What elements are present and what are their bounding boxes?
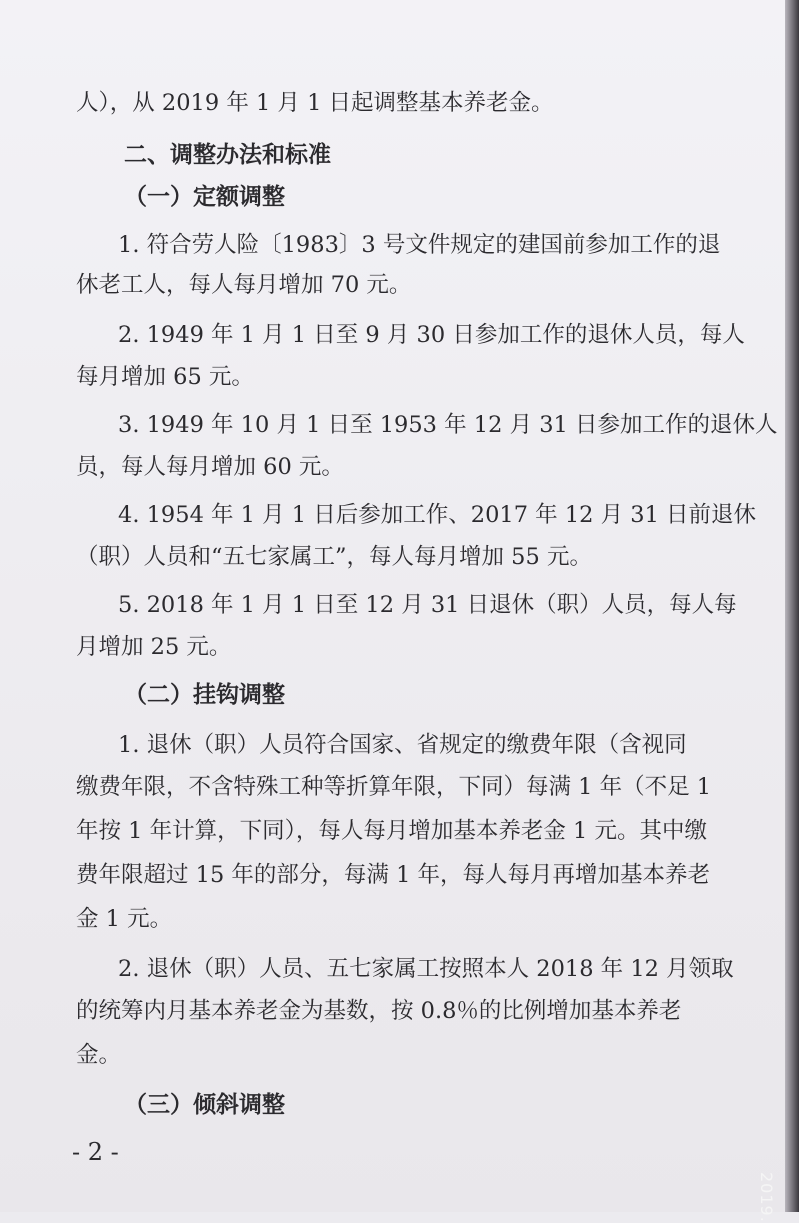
text-line-1: 人），从 2019 年 1 月 1 日起调整基本养老金。 [76, 90, 554, 116]
text-line-linked-2b: 的统筹内月基本养老金为基数，按 0.8％的比例增加基本养老 [76, 998, 682, 1024]
text-line-item-4b: （职）人员和“五七家属工”，每人每月增加 55 元。 [76, 544, 592, 570]
text-line-item-5a: 5. 2018 年 1 月 1 日至 12 月 31 日退休（职）人员，每人每 [118, 592, 737, 618]
text-line-item-2a: 2. 1949 年 1 月 1 日至 9 月 30 日参加工作的退休人员，每人 [118, 322, 745, 348]
text-line-linked-2c: 金。 [76, 1042, 122, 1068]
section-heading-2: 二、调整办法和标准 [124, 142, 331, 168]
text-line-linked-2a: 2. 退休（职）人员、五七家属工按照本人 2018 年 12 月领取 [118, 956, 734, 982]
text-line-item-3a: 3. 1949 年 10 月 1 日至 1953 年 12 月 31 日参加工作的退休人 [118, 412, 778, 438]
text-line-item-1b: 休老工人，每人每月增加 70 元。 [76, 272, 412, 298]
text-line-linked-1c: 年按 1 年计算，下同），每人每月增加基本养老金 1 元。其中缴 [76, 818, 707, 844]
text-line-linked-1e: 金 1 元。 [76, 906, 173, 932]
subsection-heading-fixed: （一）定额调整 [124, 184, 285, 210]
text-line-item-2b: 每月增加 65 元。 [76, 364, 254, 390]
date-watermark: 2019. [757, 1172, 777, 1223]
text-line-item-1a: 1. 符合劳人险〔1983〕3 号文件规定的建国前参加工作的退 [118, 232, 721, 258]
text-line-linked-1d: 费年限超过 15 年的部分，每满 1 年，每人每月再增加基本养老 [76, 862, 711, 888]
text-line-item-4a: 4. 1954 年 1 月 1 日后参加工作、2017 年 12 月 31 日前退休 [118, 502, 757, 528]
page-number: - 2 - [72, 1138, 119, 1166]
subsection-heading-linked: （二）挂钩调整 [124, 682, 285, 708]
text-line-item-3b: 员，每人每月增加 60 元。 [76, 454, 344, 480]
subsection-heading-tilt: （三）倾斜调整 [124, 1092, 285, 1118]
text-line-item-5b: 月增加 25 元。 [76, 634, 232, 660]
text-line-linked-1a: 1. 退休（职）人员符合国家、省规定的缴费年限（含视同 [118, 732, 687, 758]
page-edge-shadow [785, 0, 799, 1212]
text-line-linked-1b: 缴费年限，不含特殊工种等折算年限，下同）每满 1 年（不足 1 [76, 774, 712, 800]
